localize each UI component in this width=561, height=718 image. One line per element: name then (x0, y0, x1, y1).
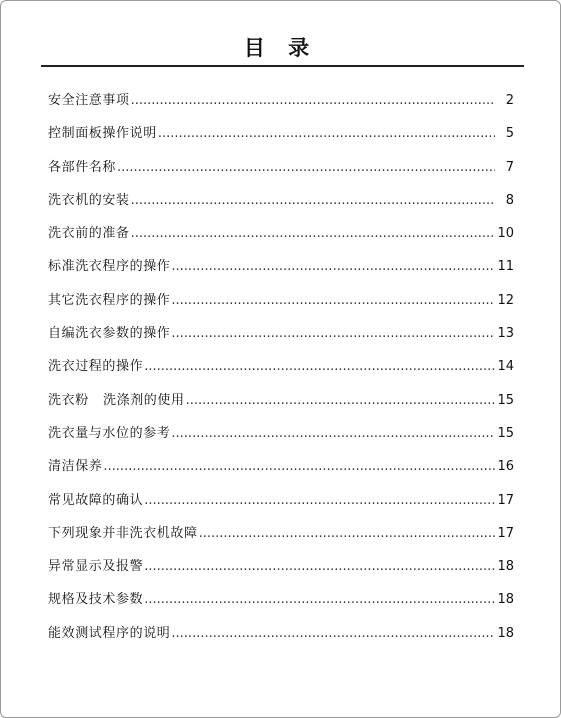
toc-entry-label: 洗衣过程的操作 (48, 359, 144, 375)
toc-entry-page: 2 (505, 93, 514, 108)
toc-entry-label: 其它洗衣程序的操作 (48, 292, 171, 308)
toc-entry-page: 12 (497, 292, 514, 308)
toc-entry-page: 17 (497, 492, 514, 508)
toc-entry (48, 289, 514, 322)
toc-entry (48, 588, 514, 621)
dot-leader (171, 426, 495, 441)
toc-entry (48, 522, 514, 555)
toc-entry-label: 自编洗衣参数的操作 (48, 326, 171, 342)
dot-leader (131, 193, 495, 208)
toc-entry (48, 255, 514, 288)
dot-leader (131, 226, 495, 241)
dot-leader (103, 459, 495, 474)
dot-leader (186, 393, 495, 408)
dot-leader (117, 160, 495, 175)
dot-leader (144, 559, 495, 574)
title-divider (41, 65, 524, 67)
toc-entry (48, 322, 514, 355)
toc-entry-label: 洗衣前的准备 (48, 226, 130, 242)
toc-entry-page: 13 (497, 326, 514, 342)
toc-entry (48, 189, 514, 222)
toc-entry-label: 洗衣量与水位的参考 (48, 425, 171, 441)
toc-entry (48, 455, 514, 488)
toc-entry-page: 18 (497, 559, 514, 575)
toc-entry-label: 能效测试程序的说明 (48, 625, 171, 641)
toc-entry (48, 622, 514, 655)
toc-entry (48, 222, 514, 255)
dot-leader (171, 326, 495, 341)
toc-entry (48, 489, 514, 522)
toc-entry-label: 异常显示及报警 (48, 559, 144, 575)
toc-entry-label: 常见故障的确认 (48, 492, 144, 508)
dot-leader (171, 626, 495, 641)
toc-entry-page: 16 (497, 459, 514, 475)
toc-entry-label: 各部件名称 (48, 159, 117, 175)
dot-leader (144, 359, 495, 374)
toc-entry-label: 下列现象并非洗衣机故障 (48, 525, 198, 541)
toc-entry (48, 389, 514, 422)
toc-entry-page: 18 (497, 625, 514, 641)
toc-entry-page: 15 (497, 425, 514, 441)
dot-leader (144, 493, 495, 508)
toc-entry-label: 洗衣粉 洗涤剂的使用 (48, 392, 185, 408)
toc-entry-label: 标准洗衣程序的操作 (48, 259, 171, 275)
toc-entry (48, 355, 514, 388)
toc-entry-page: 8 (505, 192, 514, 208)
toc-entry-page: 15 (497, 392, 514, 408)
toc-entry-page: 18 (497, 592, 514, 608)
toc-entry-page: 11 (497, 259, 514, 275)
dot-leader (199, 526, 495, 541)
dot-leader (171, 259, 495, 274)
toc-entry-label: 清洁保养 (48, 459, 103, 475)
dot-leader (144, 592, 495, 607)
toc-entry-page: 5 (505, 126, 514, 142)
toc-entry-page: 14 (497, 359, 514, 375)
toc-entry-label: 控制面板操作说明 (48, 126, 157, 142)
toc-entry (48, 122, 514, 155)
dot-leader (158, 126, 495, 141)
dot-leader (171, 293, 495, 308)
toc-entry (48, 89, 514, 122)
toc-entry-page: 7 (505, 159, 514, 175)
toc-entry-label: 洗衣机的安装 (48, 192, 130, 208)
toc-entry-page: 10 (497, 226, 514, 242)
toc-entry-label: 安全注意事项 (48, 93, 130, 108)
toc-entry-page: 17 (497, 525, 514, 541)
page-title: 目 录 (243, 36, 318, 60)
toc-entry (48, 422, 514, 455)
table-of-contents (48, 89, 514, 655)
toc-entry-label: 规格及技术参数 (48, 592, 144, 608)
dot-leader (131, 93, 495, 108)
toc-entry (48, 156, 514, 189)
toc-entry (48, 555, 514, 588)
